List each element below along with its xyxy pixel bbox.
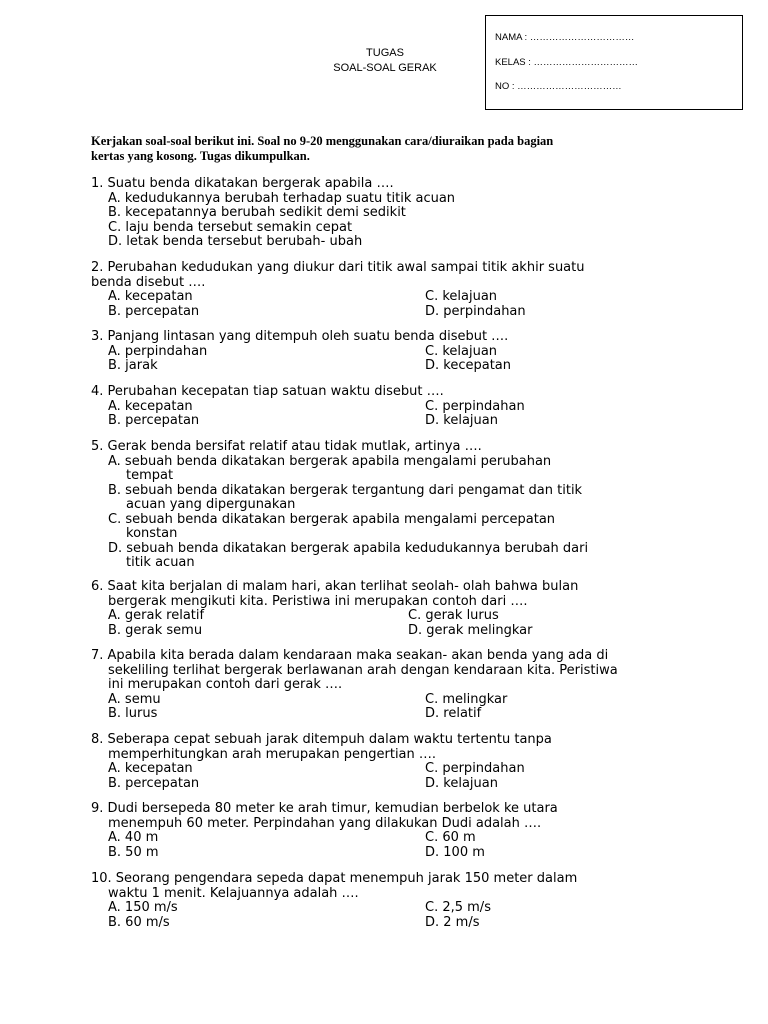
option-c: C. 60 m — [425, 830, 476, 845]
question-3 — [91, 330, 711, 374]
option-b: B. gerak semu — [108, 622, 203, 638]
option-b-cont: acuan yang dipergunakan — [126, 497, 296, 512]
option-b: B. kecepatannya berubah sedikit demi sedikit — [108, 205, 406, 220]
option-c-cont: konstan — [126, 526, 178, 541]
option-b: B. 60 m/s — [108, 914, 170, 930]
option-c: C. perpindahan — [425, 761, 525, 776]
option-a: A. kecepatan — [108, 398, 193, 414]
option-b: B. sebuah benda dikatakan bergerak tergantung dari pengamat dan titik — [108, 482, 583, 498]
question-stem: 7. Apabila kita berada dalam kendaraan maka seakan- akan benda yang ada di — [91, 648, 609, 663]
question-5 — [91, 440, 711, 571]
option-c: C. 2,5 m/s — [425, 900, 491, 915]
question-8 — [91, 733, 711, 791]
option-b: B. percepatan — [108, 413, 200, 428]
option-a: A. kedudukannya berubah terhadap suatu titik acuan — [108, 190, 456, 206]
option-d: D. perpindahan — [425, 303, 526, 319]
question-stem: 2. Perubahan kedudukan yang diukur dari titik awal sampai titik akhir suatu — [91, 260, 585, 275]
option-d: D. kelajuan — [425, 775, 498, 791]
option-a-cont: tempat — [126, 468, 174, 483]
question-stem: 3. Panjang lintasan yang ditempuh oleh suatu benda disebut …. — [91, 329, 509, 344]
option-b: B. percepatan — [108, 303, 200, 319]
question-stem: 4. Perubahan kecepatan tiap satuan waktu disebut …. — [91, 384, 444, 399]
question-stem-cont: menempuh 60 meter. Perpindahan yang dilakukan Dudi adalah …. — [108, 815, 542, 831]
question-stem-cont: ini merupakan contoh dari gerak …. — [108, 677, 343, 692]
no-field: NO : …………………………… — [495, 81, 622, 92]
instructions: Kerjakan soal-soal berikut ini. Soal no 9-20 menggunakan cara/diuraikan pada bagian kertas yang kosong. Tugas dikumpulkan. — [91, 134, 554, 163]
option-d-cont: titik acuan — [126, 555, 195, 570]
question-1 — [91, 177, 711, 250]
kelas-field: KELAS : …………………………… — [495, 57, 639, 68]
option-b: B. jarak — [108, 358, 158, 373]
option-a: A. sebuah benda dikatakan bergerak apabila mengalami perubahan — [108, 453, 552, 469]
question-stem: 10. Seorang pengendara sepeda dapat menempuh jarak 150 meter dalam — [91, 871, 578, 886]
nama-field: NAMA : …………………………… — [495, 32, 635, 43]
option-d: D. sebuah benda dikatakan bergerak apabila kedudukannya berubah dari — [108, 540, 589, 556]
option-a: A. 150 m/s — [108, 900, 178, 915]
option-c: C. kelajuan — [425, 343, 498, 359]
question-stem-cont: sekeliling terlihat bergerak berlawanan arah dengan kendaraan kita. Peristiwa — [108, 662, 618, 678]
option-d: D. kecepatan — [425, 358, 512, 373]
option-d: D. kelajuan — [425, 413, 498, 428]
page-title: TUGAS — [366, 47, 404, 59]
option-d: D. letak benda tersebut berubah- ubah — [108, 234, 363, 249]
question-6 — [91, 580, 711, 638]
question-stem-cont: memperhitungkan arah merupakan pengertian …. — [108, 746, 437, 762]
option-a: A. semu — [108, 691, 161, 707]
option-c: C. melingkar — [425, 691, 508, 707]
question-stem: 9. Dudi bersepeda 80 meter ke arah timur, kemudian berbelok ke utara — [91, 801, 558, 816]
question-stem-cont: bergerak mengikuti kita. Peristiwa ini merupakan contoh dari …. — [108, 593, 528, 609]
question-4 — [91, 385, 711, 429]
page-subtitle: SOAL-SOAL GERAK — [333, 62, 437, 74]
option-c: C. sebuah benda dikatakan bergerak apabila mengalami percepatan — [108, 511, 556, 527]
option-a: A. kecepatan — [108, 289, 193, 304]
option-c: C. laju benda tersebut semakin cepat — [108, 219, 353, 235]
option-c: C. gerak lurus — [408, 608, 499, 623]
option-b: B. lurus — [108, 706, 158, 721]
question-2 — [91, 261, 711, 319]
question-stem-cont: benda disebut …. — [91, 274, 206, 290]
option-c: C. kelajuan — [425, 289, 498, 304]
question-stem: 6. Saat kita berjalan di malam hari, akan terlihat seolah- olah bahwa bulan — [91, 579, 579, 594]
option-a: A. gerak relatif — [108, 608, 205, 623]
question-stem-cont: waktu 1 menit. Kelajuannya adalah …. — [108, 885, 359, 901]
question-stem: 8. Seberapa cepat sebuah jarak ditempuh dalam waktu tertentu tanpa — [91, 732, 552, 747]
option-b: B. percepatan — [108, 775, 200, 791]
question-stem: 5. Gerak benda bersifat relatif atau tidak mutlak, artinya …. — [91, 439, 482, 454]
option-d: D. 100 m — [425, 844, 485, 860]
question-7 — [91, 649, 711, 722]
question-10 — [91, 872, 711, 930]
question-9 — [91, 802, 711, 860]
option-a: A. 40 m — [108, 830, 159, 845]
question-stem: 1. Suatu benda dikatakan bergerak apabila …. — [91, 176, 394, 191]
option-a: A. perpindahan — [108, 343, 208, 359]
option-d: D. 2 m/s — [425, 914, 480, 930]
option-d: D. gerak melingkar — [408, 622, 533, 638]
option-a: A. kecepatan — [108, 761, 193, 776]
option-c: C. perpindahan — [425, 398, 525, 414]
option-b: B. 50 m — [108, 844, 159, 860]
student-id-box — [485, 15, 743, 110]
option-d: D. relatif — [425, 706, 482, 721]
